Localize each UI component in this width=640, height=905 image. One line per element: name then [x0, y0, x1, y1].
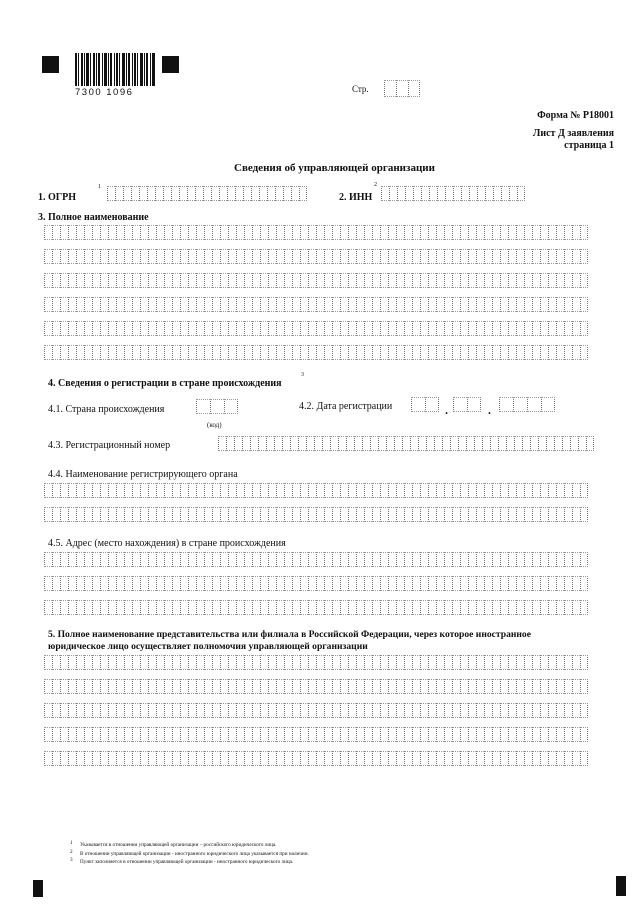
ogrn-label: 1. ОГРН [38, 192, 77, 203]
branch-name-grid-row[interactable] [44, 703, 588, 718]
page-title: Сведения об управляющей организации [234, 162, 435, 174]
origin-address-grid-row[interactable] [44, 576, 588, 591]
inn-label: 2. ИНН [339, 192, 373, 203]
origin-address-grid-row[interactable] [44, 600, 588, 615]
ogrn-footnote-ref: 1 [98, 184, 101, 190]
footnote-2: В отношении управляющей организации - иностранного юридического лица указывается при наличии. [80, 851, 309, 857]
inn-footnote-ref: 2 [374, 182, 377, 188]
barcode-number: 7300 1096 [75, 87, 134, 98]
country-code-caption: (код) [207, 421, 222, 429]
page-number-grid[interactable] [384, 80, 420, 97]
page-label: Стр. [352, 84, 369, 94]
registration-footnote-ref: 3 [301, 372, 304, 378]
full-name-grid-row[interactable] [44, 321, 588, 336]
date-separator-1: . [445, 403, 448, 417]
sheet-page: страница 1 [564, 140, 614, 151]
branch-label-line2: юридическое лицо осуществляет полномочия управляющей организации [48, 641, 368, 652]
corner-marker-top-right [162, 56, 179, 73]
reg-authority-grid-row[interactable] [44, 507, 588, 522]
full-name-grid-row[interactable] [44, 297, 588, 312]
country-code-grid[interactable] [196, 399, 238, 414]
footnote-1-num: 1 [70, 840, 73, 846]
origin-address-label: 4.5. Адрес (место нахождения) в стране происхождения [48, 538, 286, 549]
branch-name-grid-row[interactable] [44, 751, 588, 766]
date-separator-2: . [488, 403, 491, 417]
footnote-2-num: 2 [70, 849, 73, 855]
reg-date-day[interactable] [411, 397, 439, 412]
full-name-grid-row[interactable] [44, 273, 588, 288]
sheet-label: Лист Д заявления [532, 128, 614, 139]
footnote-3: Пункт заполняется в отношении управляющей организации - иностранного юридического лица. [80, 859, 294, 865]
country-label: 4.1. Страна происхождения [48, 404, 165, 415]
full-name-grid-row[interactable] [44, 249, 588, 264]
corner-marker-bottom-left [33, 880, 43, 897]
reg-date-year[interactable] [499, 397, 555, 412]
branch-name-grid-row[interactable] [44, 655, 588, 670]
barcode [75, 53, 155, 86]
branch-label-line1: 5. Полное наименование представительства или филиала в Российской Федерации, через которое иностранное [48, 629, 531, 640]
reg-authority-label: 4.4. Наименование регистрирующего органа [48, 469, 238, 480]
reg-date-month[interactable] [453, 397, 481, 412]
reg-date-label: 4.2. Дата регистрации [299, 401, 393, 412]
full-name-grid-row[interactable] [44, 345, 588, 360]
registration-label: 4. Сведения о регистрации в стране происхождения [48, 378, 282, 389]
corner-marker-top-left [42, 56, 59, 73]
branch-name-grid-row[interactable] [44, 727, 588, 742]
inn-grid[interactable] [381, 186, 525, 201]
full-name-label: 3. Полное наименование [38, 212, 149, 223]
reg-number-grid[interactable] [218, 436, 594, 451]
reg-authority-grid-row[interactable] [44, 483, 588, 498]
footnote-1: Указывается в отношении управляющей организации – российского юридического лица. [80, 842, 277, 848]
reg-number-label: 4.3. Регистрационный номер [48, 440, 171, 451]
full-name-grid-row[interactable] [44, 225, 588, 240]
ogrn-grid[interactable] [107, 186, 307, 201]
form-number: Форма № Р18001 [537, 110, 614, 121]
corner-marker-bottom-right [616, 876, 626, 896]
footnote-3-num: 3 [70, 857, 73, 863]
origin-address-grid-row[interactable] [44, 552, 588, 567]
branch-name-grid-row[interactable] [44, 679, 588, 694]
